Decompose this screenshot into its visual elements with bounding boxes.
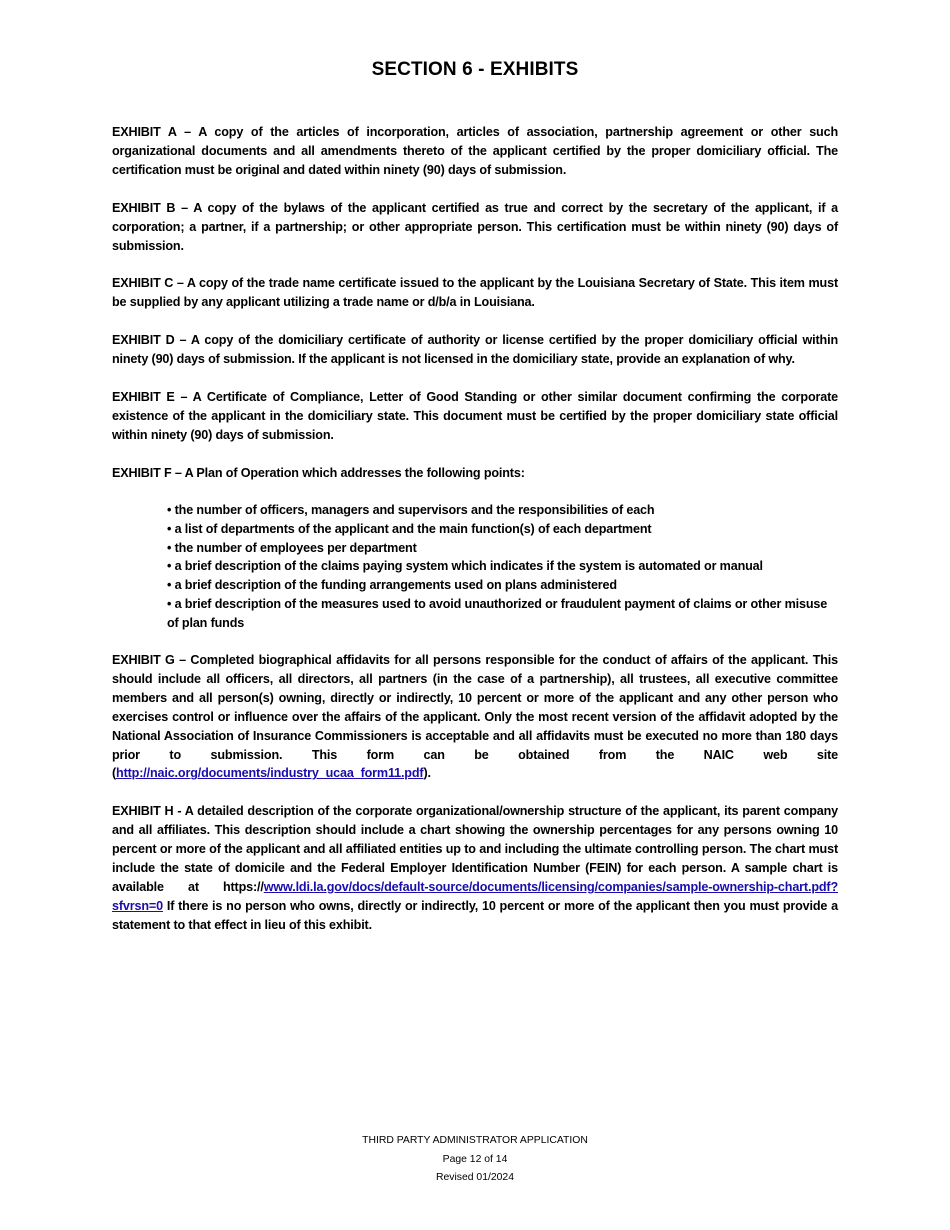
page-title: SECTION 6 - EXHIBITS xyxy=(371,59,579,80)
exhibits-list xyxy=(112,123,838,954)
exhibit-h-after: If there is no person who owns, directly or indirectly, 10 percent or more of the applicant then you must provide a statement to that effect in lieu of this exhibit. xyxy=(112,898,838,932)
footer-page-number: Page 12 of 14 xyxy=(442,1153,508,1165)
exhibit-h xyxy=(112,802,838,934)
naic-form-link[interactable]: http://naic.org/documents/industry_ucaa_form11.pdf xyxy=(116,766,424,781)
list-item: • the number of employees per department xyxy=(167,540,417,555)
list-item: • the number of officers, managers and supervisors and the responsibilities of each xyxy=(167,502,655,517)
exhibit-g-text: EXHIBIT G – Completed biographical affidavits for all persons responsible for the conduct of affairs of the applicant. This should include all officers, all directors, all partners (in the case of a partnership), all trustees, all executive committee members and all person(s) owning, directly or indirectly, 10 percent or more of the applicant and any other person who exercises control or influence over the affairs of the applicant. Only the most recent version of the affidavit adopted by the National Association of Insurance Commissioners is acceptable and all affidavits must be executed no more than 180 days prior to submission. This form can be obtained from the NAIC web site ( xyxy=(112,653,838,781)
sample-chart-link[interactable]: www.ldi.la.gov/docs/default-source/documents/licensing/companies/sample-ownership-chart.pdf?sfvrsn=0 xyxy=(112,880,838,913)
exhibit-f-points xyxy=(112,501,838,633)
list-item: • a list of departments of the applicant and the main function(s) of each department xyxy=(167,521,652,536)
list-item: • a brief description of the measures used to avoid unauthorized or fraudulent payment of claims or other misuse of plan funds xyxy=(167,597,828,631)
exhibit-c: EXHIBIT C – A copy of the trade name certificate issued to the applicant by the Louisiana Secretary of State. This item must be supplied by any applicant utilizing a trade name or d/b/a in Louisiana. xyxy=(112,276,838,310)
footer-form-name: THIRD PARTY ADMINISTRATOR APPLICATION xyxy=(362,1135,588,1146)
page-footer xyxy=(0,1132,950,1188)
exhibit-f: EXHIBIT F – A Plan of Operation which addresses the following points: xyxy=(112,465,525,480)
exhibit-d: EXHIBIT D – A copy of the domiciliary certificate of authority or license certified by the proper domiciliary official within ninety (90) days of submission. If the applicant is not licensed in the domiciliary state, provide an explanation of why. xyxy=(112,333,838,367)
list-item: • a brief description of the claims paying system which indicates if the system is automated or manual xyxy=(167,559,763,574)
list-item: • a brief description of the funding arrangements used on plans administered xyxy=(167,578,617,593)
exhibit-e: EXHIBIT E – A Certificate of Compliance, Letter of Good Standing or other similar document confirming the corporate existence of the applicant in the domiciliary state. This document must be certified by the proper domiciliary state official within ninety (90) days of submission. xyxy=(112,390,838,442)
exhibit-a: EXHIBIT A – A copy of the articles of incorporation, articles of association, partnership agreement or other such organizational documents and all amendments thereto of the applicant certified by the proper domiciliary official. The certification must be original and dated within ninety (90) days of submission. xyxy=(112,125,838,177)
exhibit-h-text: EXHIBIT H - A detailed description of the corporate organizational/ownership structure of the applicant, its parent company and all affiliates. This description should include a chart showing the ownership percentages for any persons owning 10 percent or more of the applicant and all affiliated entities up to and including the ultimate controlling person. The chart must include the state of domicile and the Federal Employer Identification Number (FEIN) for each person. A sample chart is available at https:// xyxy=(112,804,838,894)
exhibit-g-after: ). xyxy=(423,766,431,781)
exhibit-b: EXHIBIT B – A copy of the bylaws of the applicant certified as true and correct by the secretary of the applicant, if a corporation; a partner, if a partnership; or other appropriate person. This certification must be within ninety (90) days of submission. xyxy=(112,200,838,253)
exhibit-g xyxy=(112,651,838,783)
footer-revision: Revised 01/2024 xyxy=(436,1172,514,1184)
